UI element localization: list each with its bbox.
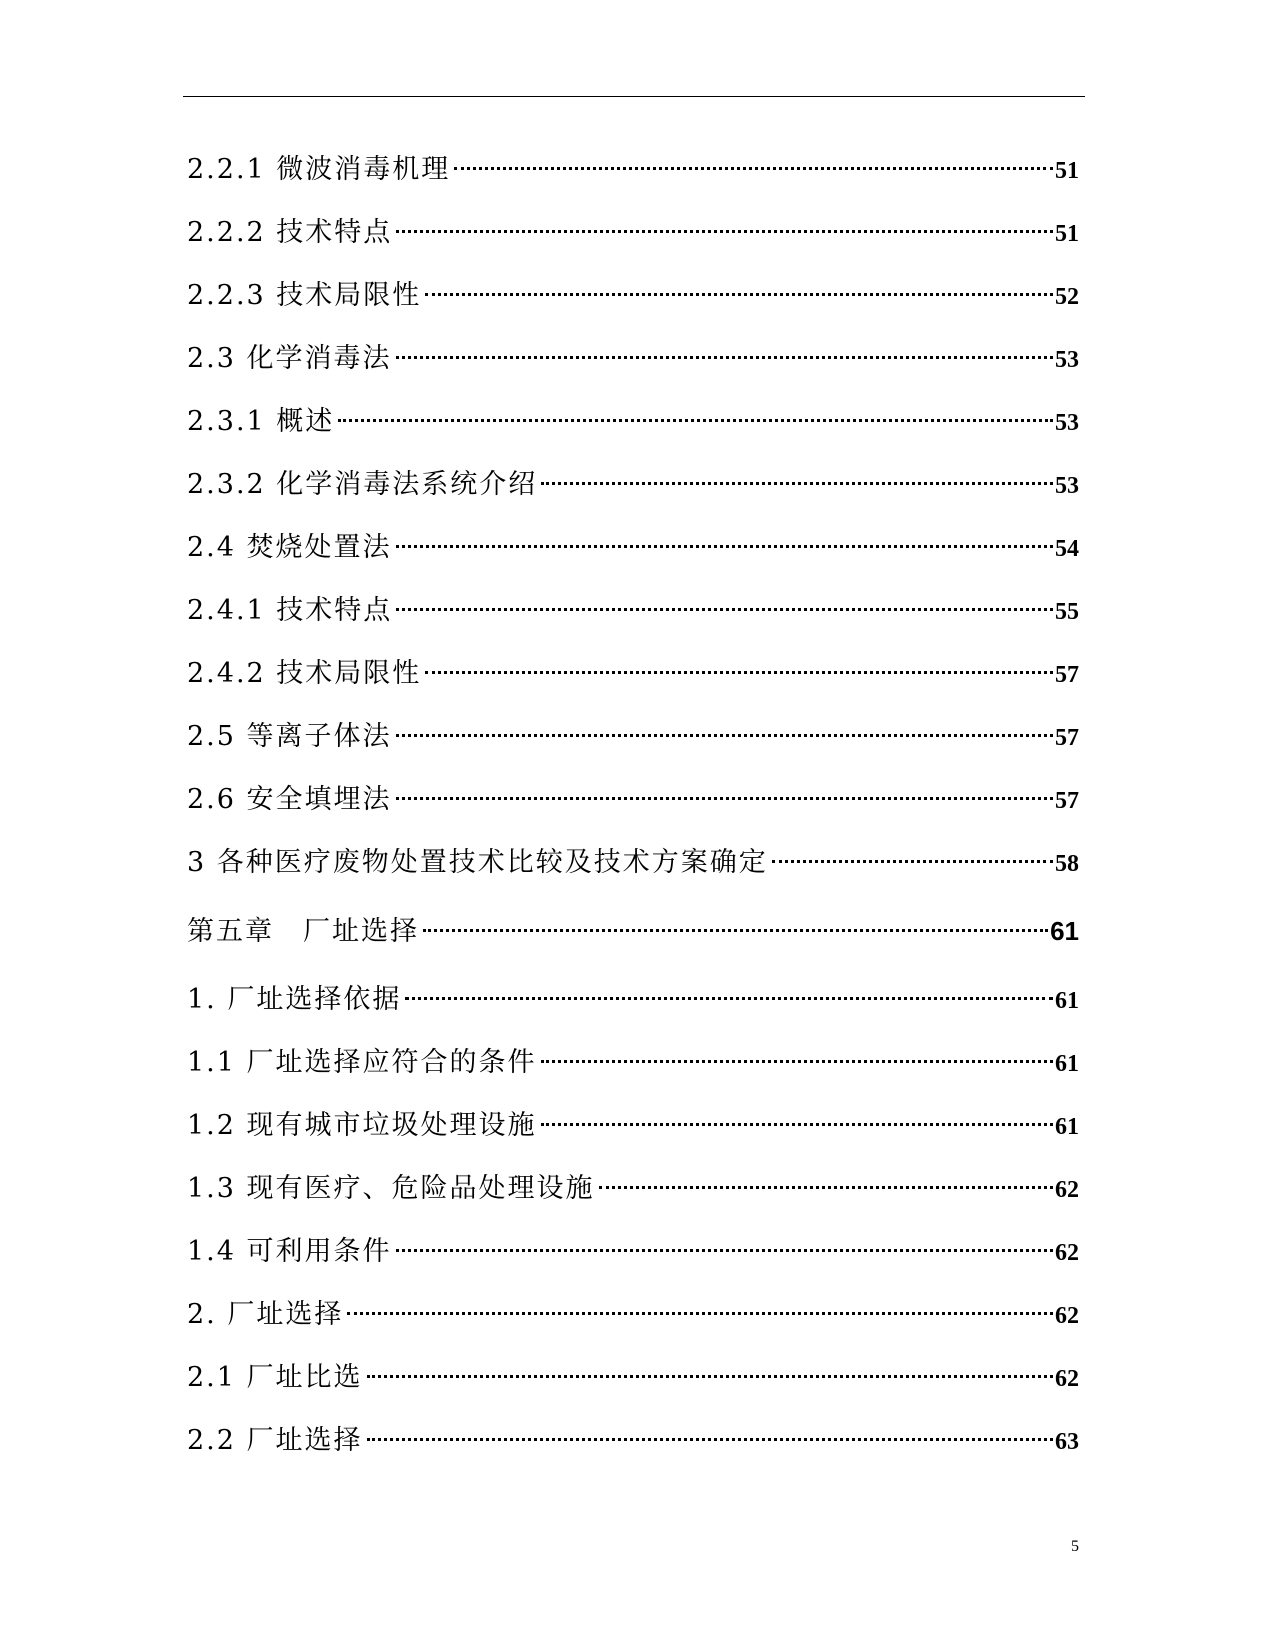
toc-entry[interactable] xyxy=(187,768,1079,831)
toc-entry-title: 2.4.1 技术特点 xyxy=(187,595,393,626)
toc-leader-dots xyxy=(599,1186,1053,1189)
toc-entry-title: 2.4 焚烧处置法 xyxy=(187,532,392,563)
toc-entry-page: 61 xyxy=(1055,1051,1079,1077)
toc-entry-title: 2.2.3 技术局限性 xyxy=(187,280,422,311)
toc-entry-title: 1. 厂址选择依据 xyxy=(187,984,402,1015)
toc-entry[interactable] xyxy=(187,831,1079,894)
toc-leader-dots xyxy=(423,929,1048,932)
toc-entry[interactable] xyxy=(187,390,1079,453)
toc-entry-page: 62 xyxy=(1055,1303,1079,1329)
toc-leader-dots xyxy=(425,671,1053,674)
toc-entry[interactable] xyxy=(187,1157,1079,1220)
toc-entry-title: 3 各种医疗废物处置技术比较及技术方案确定 xyxy=(187,847,768,878)
toc-leader-dots xyxy=(396,230,1053,233)
toc-entry[interactable] xyxy=(187,516,1079,579)
toc-leader-dots xyxy=(396,1249,1053,1252)
toc-entry[interactable] xyxy=(187,968,1079,1031)
toc-entry-page: 61 xyxy=(1055,988,1079,1014)
toc-entry[interactable] xyxy=(187,201,1079,264)
page-number: 5 xyxy=(1071,1538,1079,1555)
toc-entry-title: 1.3 现有医疗、危险品处理设施 xyxy=(187,1173,595,1204)
toc-entry[interactable] xyxy=(187,642,1079,705)
toc-entry-title: 1.4 可利用条件 xyxy=(187,1236,392,1267)
toc-leader-dots xyxy=(425,293,1053,296)
toc-entry-title: 2.2.2 技术特点 xyxy=(187,217,393,248)
toc-leader-dots xyxy=(396,797,1053,800)
toc-entry-page: 57 xyxy=(1055,725,1079,751)
toc-entry[interactable] xyxy=(187,264,1079,327)
toc-leader-dots xyxy=(396,356,1053,359)
toc-entry-title: 1.2 现有城市垃圾处理设施 xyxy=(187,1110,537,1141)
toc-leader-dots xyxy=(405,997,1053,1000)
toc-entry-page: 53 xyxy=(1055,410,1079,436)
toc-entry[interactable] xyxy=(187,1094,1079,1157)
toc-chapter-entry[interactable] xyxy=(187,894,1079,968)
toc-leader-dots xyxy=(367,1438,1053,1441)
toc-entry[interactable] xyxy=(187,705,1079,768)
toc-leader-dots xyxy=(367,1375,1053,1378)
toc-entry-page: 54 xyxy=(1055,536,1079,562)
toc-leader-dots xyxy=(396,545,1053,548)
toc-entry[interactable] xyxy=(187,453,1079,516)
toc-entry-title: 2.2 厂址选择 xyxy=(187,1425,363,1456)
toc-entry-title: 2.3.1 概述 xyxy=(187,406,335,437)
toc-chapter-title: 第五章 厂址选择 xyxy=(187,916,419,947)
toc-entry[interactable] xyxy=(187,1409,1079,1472)
toc-entry[interactable] xyxy=(187,138,1079,201)
toc-entry-page: 62 xyxy=(1055,1177,1079,1203)
toc-leader-dots xyxy=(541,1060,1053,1063)
toc-entry-title: 2.5 等离子体法 xyxy=(187,721,392,752)
toc-entry-page: 52 xyxy=(1055,284,1079,310)
toc-leader-dots xyxy=(396,734,1053,737)
toc-entry-title: 2.2.1 微波消毒机理 xyxy=(187,154,451,185)
toc-entry-page: 57 xyxy=(1055,662,1079,688)
toc-leader-dots xyxy=(338,419,1053,422)
toc-entry-title: 1.1 厂址选择应符合的条件 xyxy=(187,1047,537,1078)
toc-entry-page: 51 xyxy=(1055,158,1079,184)
toc-leader-dots xyxy=(454,167,1053,170)
toc-entry[interactable] xyxy=(187,1346,1079,1409)
toc-entry[interactable] xyxy=(187,1220,1079,1283)
toc-chapter-page: 61 xyxy=(1050,916,1079,946)
toc-leader-dots xyxy=(541,1123,1053,1126)
toc-leader-dots xyxy=(347,1312,1053,1315)
toc-entry-title: 2.4.2 技术局限性 xyxy=(187,658,422,689)
header-rule xyxy=(183,96,1085,97)
toc-entry-title: 2.1 厂址比选 xyxy=(187,1362,363,1393)
toc-leader-dots xyxy=(541,482,1053,485)
toc-entry[interactable] xyxy=(187,327,1079,390)
toc-entry-page: 55 xyxy=(1055,599,1079,625)
toc-entry-page: 62 xyxy=(1055,1366,1079,1392)
toc-entry-page: 57 xyxy=(1055,788,1079,814)
table-of-contents xyxy=(187,138,1079,1472)
toc-entry[interactable] xyxy=(187,579,1079,642)
toc-entry[interactable] xyxy=(187,1031,1079,1094)
toc-entry-page: 61 xyxy=(1055,1114,1079,1140)
toc-leader-dots xyxy=(396,608,1053,611)
toc-entry-title: 2.3 化学消毒法 xyxy=(187,343,392,374)
toc-entry-page: 51 xyxy=(1055,221,1079,247)
toc-leader-dots xyxy=(772,860,1053,863)
toc-entry-title: 2.3.2 化学消毒法系统介绍 xyxy=(187,469,538,500)
toc-entry-page: 53 xyxy=(1055,473,1079,499)
toc-entry-title: 2. 厂址选择 xyxy=(187,1299,344,1330)
toc-entry-page: 63 xyxy=(1055,1429,1079,1455)
toc-entry-title: 2.6 安全填埋法 xyxy=(187,784,392,815)
toc-entry-page: 62 xyxy=(1055,1240,1079,1266)
toc-entry[interactable] xyxy=(187,1283,1079,1346)
toc-entry-page: 58 xyxy=(1055,851,1079,877)
toc-entry-page: 53 xyxy=(1055,347,1079,373)
